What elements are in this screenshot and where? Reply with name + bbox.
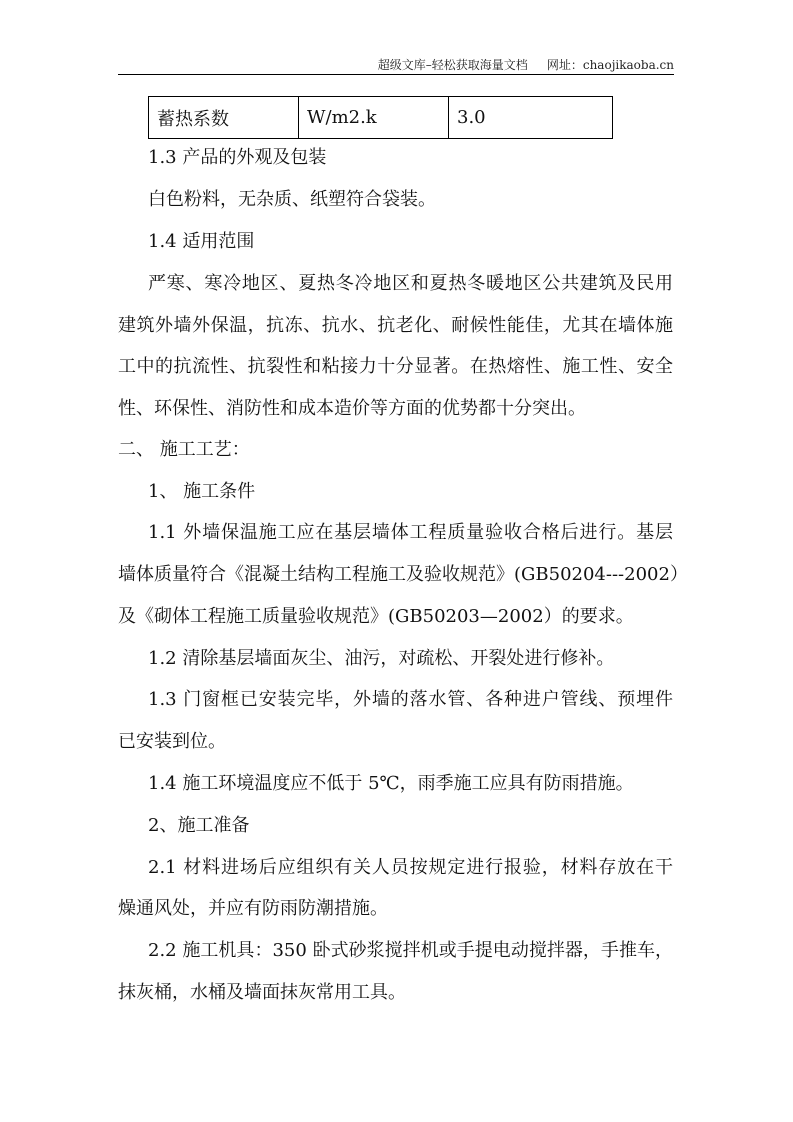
text-line: 及《砌体工程施工质量验收规范》(GB50203—2002）的要求。 bbox=[118, 606, 634, 627]
table-cell: W/m2.k bbox=[299, 97, 449, 139]
text-line: 二、 施工工艺： bbox=[118, 439, 250, 460]
property-table bbox=[148, 96, 613, 139]
text-line: 2.1 材料进场后应组织有关人员按规定进行报验，材料存放在干 bbox=[148, 857, 673, 878]
header-url: 网址：chaojikaoba.cn bbox=[546, 58, 674, 72]
text-line: 墙体质量符合《混凝土结构工程施工及验收规范》(GB50204---2002） bbox=[118, 564, 688, 585]
text-line: 1.1 外墙保温施工应在基层墙体工程质量验收合格后进行。基层 bbox=[148, 522, 673, 543]
header-site: 超级文库–轻松获取海量文档 bbox=[377, 58, 528, 72]
table-cell: 3.0 bbox=[449, 97, 613, 139]
text-line: 白色粉料，无杂质、纸塑符合袋装。 bbox=[148, 189, 436, 210]
text-line: 1、 施工条件 bbox=[148, 481, 256, 502]
text-line: 1.3 门窗框已安装完毕，外墙的落水管、各种进户管线、预埋件 bbox=[148, 689, 673, 710]
text-line: 1.4 适用范围 bbox=[148, 231, 255, 252]
text-line: 2.2 施工机具：350 卧式砂浆搅拌机或手提电动搅拌器，手推车， bbox=[148, 940, 673, 961]
page-header bbox=[378, 56, 674, 73]
text-line: 1.2 清除基层墙面灰尘、油污，对疏松、开裂处进行修补。 bbox=[148, 648, 615, 669]
table-row bbox=[149, 97, 613, 139]
text-line: 燥通风处，并应有防雨防潮措施。 bbox=[118, 898, 388, 919]
text-line: 已安装到位。 bbox=[118, 731, 226, 752]
text-line: 抹灰桶，水桶及墙面抹灰常用工具。 bbox=[118, 982, 406, 1003]
text-line: 建筑外墙外保温，抗冻、抗水、抗老化、耐候性能佳，尤其在墙体施 bbox=[118, 315, 673, 336]
header-divider bbox=[118, 74, 674, 75]
text-line: 工中的抗流性、抗裂性和粘接力十分显著。在热熔性、施工性、安全 bbox=[118, 356, 673, 377]
text-line: 2、施工准备 bbox=[148, 815, 250, 836]
text-line: 1.4 施工环境温度应不低于 5℃，雨季施工应具有防雨措施。 bbox=[148, 773, 634, 794]
text-line: 1.3 产品的外观及包装 bbox=[148, 147, 327, 168]
table-cell: 蓄热系数 bbox=[149, 97, 299, 139]
text-line: 性、环保性、消防性和成本造价等方面的优势都十分突出。 bbox=[118, 398, 586, 419]
text-line: 严寒、寒冷地区、夏热冬冷地区和夏热冬暖地区公共建筑及民用 bbox=[148, 273, 673, 294]
